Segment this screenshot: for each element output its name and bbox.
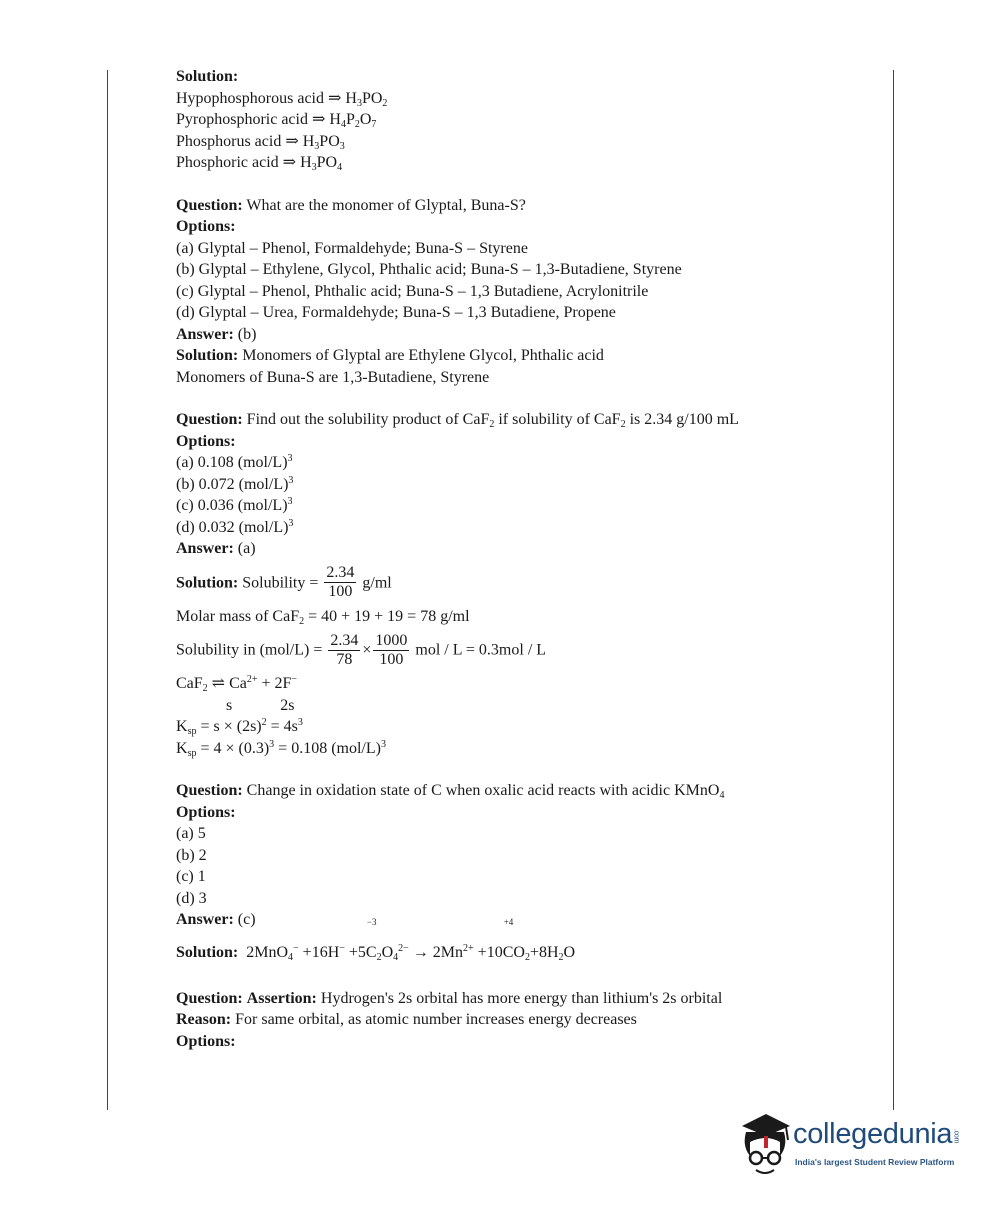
stoichiometry-line: s 2s bbox=[226, 696, 295, 714]
solubility-fraction: $\frac{2.34}{100}$ bbox=[326, 564, 355, 601]
options-heading: Options: bbox=[176, 432, 236, 450]
solubility-equation: Solution: Solubility = $\frac{2.34}{100}$ g/ml bbox=[176, 564, 392, 601]
option-item: (a) Glyptal – Phenol, Formaldehyde; Buna-S – Styrene bbox=[176, 239, 528, 257]
solution-heading: Solution: bbox=[176, 68, 239, 85]
option-item: (d) Glyptal – Urea, Formaldehyde; Buna-S – 1,3 Butadiene, Propene bbox=[176, 304, 616, 321]
redox-equation: Solution: 2MnO$_4$− +16H− +5 −3 $C_2O_4^{2-} \to 2Mn^{2+} +10$ +4 $CO_2+8H_2O$ bbox=[176, 916, 576, 963]
acid-line: Hypophosphorous acid ⇒ $H_3PO_2$ bbox=[176, 89, 388, 109]
option-item: (b) 2 bbox=[176, 846, 207, 864]
ksp-expression: $K_{sp} = s \times (2s)^2 = 4s^3$ bbox=[176, 717, 303, 737]
logo-tagline: India's largest Student Review Platform bbox=[795, 1157, 955, 1167]
fraction-1: $\frac{2.34}{78}$ bbox=[330, 631, 359, 668]
fraction-2: $\frac{1000}{100}$ bbox=[375, 631, 408, 668]
acid-line: Pyrophosphoric acid ⇒ $H_4P_2O_7$ bbox=[176, 111, 377, 130]
option-item: (c) 1 bbox=[176, 868, 206, 885]
options-heading: Options: bbox=[176, 803, 236, 821]
option-item: (d) 3 bbox=[176, 889, 207, 907]
question-text: Question: Find out the solubility product of CaF$_2$ if solubility of CaF$_2$ is 2.34 g/100 mL bbox=[176, 411, 739, 430]
answer-line: Answer: (c) bbox=[176, 911, 256, 928]
right-margin-rule bbox=[893, 70, 894, 1110]
question-text: Question: Change in oxidation state of C when oxalic acid reacts with acidic KMnO$_4$ bbox=[176, 782, 725, 801]
option-item: (b) Glyptal – Ethylene, Glycol, Phthalic acid; Buna-S – 1,3-Butadiene, Styrene bbox=[176, 261, 682, 278]
option-item: (a) 5 bbox=[176, 825, 206, 842]
collegedunia-logo bbox=[736, 1106, 961, 1180]
logo-wordmark: collegedunia.com bbox=[793, 1118, 960, 1150]
answer-line: Answer: (a) bbox=[176, 540, 256, 557]
option-item: (c) 0.036 $(mol/L)^3$ bbox=[176, 496, 293, 514]
acid-line: Phosphoric acid ⇒ $H_3PO_4$ bbox=[176, 154, 343, 173]
option-item: (a) 0.108 $(mol/L)^3$ bbox=[176, 453, 293, 471]
option-item: (b) 0.072 $(mol/L)^3$ bbox=[176, 474, 294, 493]
option-item: (c) Glyptal – Phenol, Phthalic acid; Buna-S – 1,3 Butadiene, Acrylonitrile bbox=[176, 282, 649, 300]
answer-line: Answer: (b) bbox=[176, 325, 257, 343]
molar-solubility-equation: Solubility in (mol/L) = $\frac{2.34}{78}$ × $\frac{1000}{100}$ mol / L = 0.3mol / L bbox=[176, 631, 547, 668]
options-heading: Options: bbox=[176, 1032, 236, 1050]
option-item: (d) 0.032 $(mol/L)^3$ bbox=[176, 517, 294, 536]
question-text: Question: Assertion: Hydrogen's 2s orbital has more energy than lithium's 2s orbital bbox=[176, 989, 723, 1007]
reason-line: Reason: For same orbital, as atomic number increases energy decreases bbox=[176, 1011, 637, 1028]
options-heading: Options: bbox=[176, 218, 236, 235]
document-content bbox=[176, 66, 876, 1052]
ksp-result: $K_{sp} = 4 \times (0.3)^3 = 0.108$ $(mol/L)^3$ bbox=[176, 738, 386, 759]
acid-line: Phosphorus acid ⇒ $H_3PO_3$ bbox=[176, 132, 345, 152]
molar-mass-line: Molar mass of CaF$_2$ = 40 + 19 + 19 = 78 g/ml bbox=[176, 607, 470, 627]
student-mascot-icon bbox=[736, 1106, 794, 1180]
solution-line: Monomers of Buna-S are 1,3-Butadiene, Styrene bbox=[176, 368, 490, 386]
left-margin-rule bbox=[107, 70, 108, 1110]
solution-line: Solution: Monomers of Glyptal are Ethylene Glycol, Phthalic acid bbox=[176, 347, 604, 364]
equilibrium-equation: CaF$_2$ ⇌ $Ca^{2+} + 2F^-$ bbox=[176, 674, 298, 694]
question-text: Question: What are the monomer of Glyptal, Buna-S? bbox=[176, 196, 526, 214]
